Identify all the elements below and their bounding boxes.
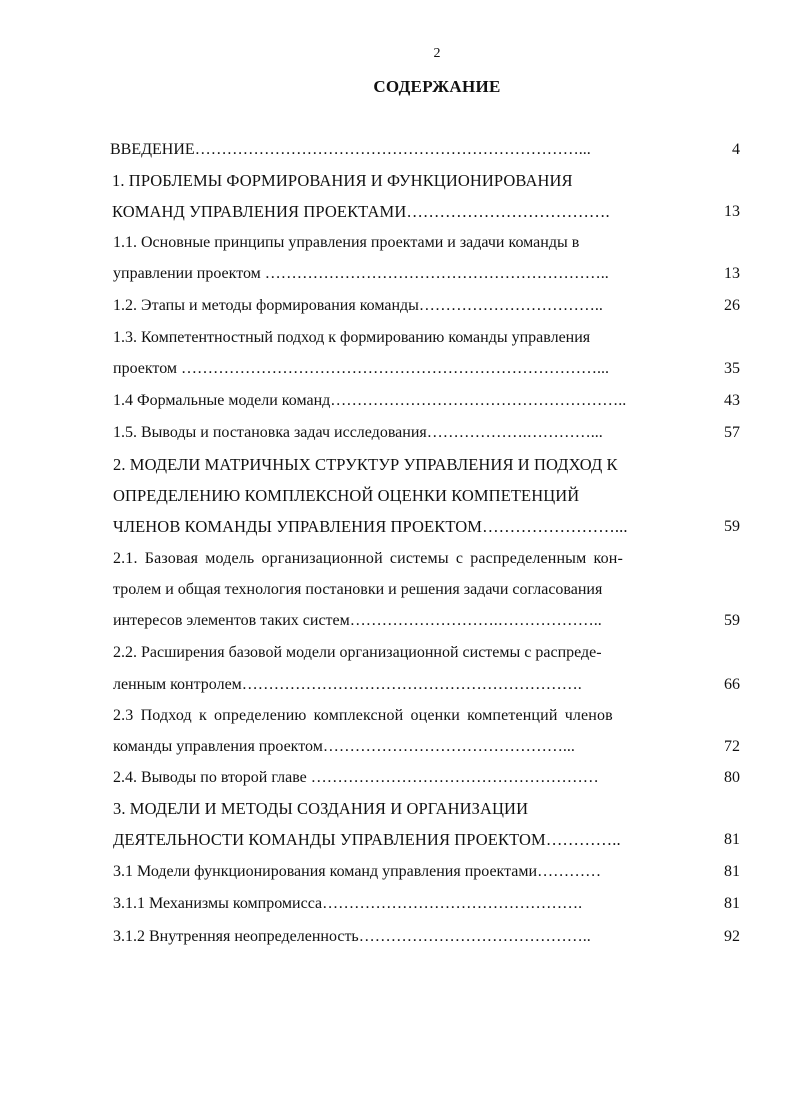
- toc-entry-1-3-line-2: [0, 356, 794, 382]
- toc-entry-page: 66: [724, 676, 740, 693]
- toc-entry-chapter-2-line-1: [0, 452, 794, 478]
- toc-entry-text: управлении проектом ………………………………………………………..: [113, 265, 609, 282]
- toc-entry-chapter-1-line-1: [0, 168, 794, 194]
- toc-entry-text: 3.1.2 Внутренняя неопределенность……………………………………..: [113, 928, 591, 945]
- toc-entry-text: проектом ……………………………………………………………………...: [113, 360, 610, 377]
- toc-entry-text: 1.3. Компетентностный подход к формированию команды управления: [113, 329, 591, 346]
- toc-entry-page: 4: [732, 141, 740, 158]
- toc-entry-introduction: [0, 137, 794, 163]
- toc-entry-3-1-1: [0, 891, 794, 917]
- toc-entry-1-5: [0, 420, 794, 446]
- toc-entry-text: ОПРЕДЕЛЕНИЮ КОМПЛЕКСНОЙ ОЦЕНКИ КОМПЕТЕНЦИЙ: [113, 486, 580, 505]
- toc-entry-page: 57: [724, 424, 740, 441]
- toc-entry-page: 81: [724, 895, 740, 912]
- toc-entry-2-1-line-3: [0, 608, 794, 634]
- toc-entry-text: 1.5. Выводы и постановка задач исследования……………….…………...: [113, 424, 603, 441]
- toc-entry-text: тролем и общая технология постановки и решения задачи согласования: [113, 581, 603, 598]
- toc-entry-page: 81: [724, 831, 740, 848]
- toc-entry-text: 2. МОДЕЛИ МАТРИЧНЫХ СТРУКТУР УПРАВЛЕНИЯ И ПОДХОД К: [113, 455, 618, 474]
- toc-entry-text: 3. МОДЕЛИ И МЕТОДЫ СОЗДАНИЯ И ОРГАНИЗАЦИИ: [113, 799, 529, 818]
- toc-entry-text: 1.4 Формальные модели команд………………………………………………..: [113, 392, 627, 409]
- toc-entry-text: 3.1 Модели функционирования команд управления проектами…………: [113, 863, 602, 880]
- toc-entry-1-4: [0, 388, 794, 414]
- toc-entry-text: 3.1.1 Механизмы компромисса………………………………………….: [113, 895, 583, 912]
- toc-entry-2-3-line-1: [0, 703, 794, 729]
- toc-entry-text: ЧЛЕНОВ КОМАНДЫ УПРАВЛЕНИЯ ПРОЕКТОМ……………………...: [113, 517, 628, 536]
- toc-entry-text: 2.4. Выводы по второй главе ………………………………………………: [113, 769, 599, 786]
- toc-entry-3-1: [0, 859, 794, 885]
- toc-entry-text: интересов элементов таких систем……………………….………………..: [113, 612, 602, 629]
- toc-entry-page: 13: [724, 265, 740, 282]
- page-title: СОДЕРЖАНИЕ: [373, 77, 501, 96]
- toc-entry-page: 59: [724, 612, 740, 629]
- toc-entry-text: 1.2. Этапы и методы формирования команды……………………………..: [113, 297, 603, 314]
- page-number: 2: [433, 46, 441, 61]
- toc-entry-chapter-1-line-2: [0, 199, 794, 225]
- toc-entry-text: 1. ПРОБЛЕМЫ ФОРМИРОВАНИЯ И ФУНКЦИОНИРОВАНИЯ: [112, 171, 573, 190]
- toc-entry-text: команды управления проектом………………………………………...: [113, 738, 575, 755]
- toc-entry-page: 43: [724, 392, 740, 409]
- toc-entry-1-1-line-2: [0, 261, 794, 287]
- toc-entry-text: ленным контролем……………………………………………………….: [113, 676, 582, 693]
- toc-entry-page: 92: [724, 928, 740, 945]
- toc-entry-2-3-line-2: [0, 734, 794, 760]
- toc-entry-chapter-2-line-2: [0, 483, 794, 509]
- toc-entry-1-2: [0, 293, 794, 319]
- toc-entry-text: 1.1. Основные принципы управления проектами и задачи команды в: [113, 234, 580, 251]
- toc-entry-2-2-line-2: [0, 672, 794, 698]
- toc-entry-2-4: [0, 765, 794, 791]
- toc-entry-text: 2.3 Подход к определению комплексной оценки компетенций членов: [113, 707, 613, 724]
- toc-entry-chapter-2-line-3: [0, 514, 794, 540]
- toc-entry-page: 26: [724, 297, 740, 314]
- toc-entry-1-1-line-1: [0, 230, 794, 256]
- toc-entry-text: КОМАНД УПРАВЛЕНИЯ ПРОЕКТАМИ……………………………….: [112, 202, 610, 221]
- toc-entry-text: 2.1. Базовая модель организационной системы с распределенным кон-: [113, 550, 623, 567]
- toc-entry-page: 59: [724, 518, 740, 535]
- toc-entry-page: 81: [724, 863, 740, 880]
- toc-entry-2-1-line-2: [0, 577, 794, 603]
- toc-entry-page: 80: [724, 769, 740, 786]
- toc-entry-3-1-2: [0, 924, 794, 950]
- toc-entry-2-2-line-1: [0, 640, 794, 666]
- toc-entry-text: ДЕЯТЕЛЬНОСТИ КОМАНДЫ УПРАВЛЕНИЯ ПРОЕКТОМ…………..: [113, 830, 621, 849]
- toc-entry-text: ВВЕДЕНИЕ………………………………………………………………...: [110, 141, 591, 158]
- toc-entry-chapter-3-line-2: [0, 827, 794, 853]
- toc-entry-2-1-line-1: [0, 546, 794, 572]
- toc-entry-page: 72: [724, 738, 740, 755]
- toc-entry-page: 35: [724, 360, 740, 377]
- toc-entry-page: 13: [724, 203, 740, 220]
- toc-entry-text: 2.2. Расширения базовой модели организационной системы с распреде-: [113, 644, 602, 661]
- toc-entry-1-3-line-1: [0, 325, 794, 351]
- toc-entry-chapter-3-line-1: [0, 796, 794, 822]
